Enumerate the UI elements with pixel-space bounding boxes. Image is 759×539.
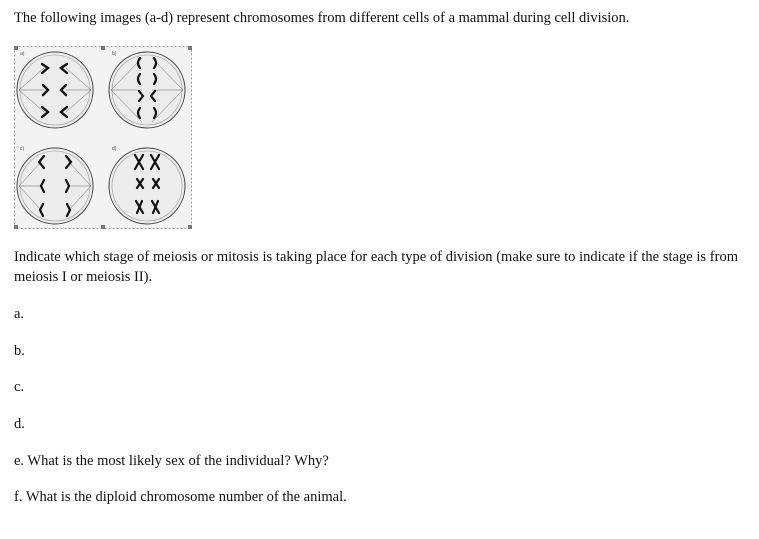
cell-d [109, 148, 185, 224]
panel-label-c: c) [20, 146, 25, 152]
panel-label-d: d) [112, 146, 117, 152]
answer-label-b: b. [14, 343, 25, 359]
instruction-text: Indicate which stage of meiosis or mitosis is taking place for each type of division (make sure to indicate if the stage is from meiosis I or meiosis II). [14, 249, 738, 285]
chromosome-figure[interactable] [14, 46, 192, 229]
panel-label-a: a) [20, 51, 25, 57]
cell-b [109, 52, 185, 128]
answer-label-a: a. [14, 306, 25, 322]
question-f: f. What is the diploid chromosome number of the animal. [14, 489, 347, 505]
question-e: e. What is the most likely sex of the individual? Why? [14, 453, 329, 469]
cell-a [17, 52, 93, 128]
answer-label-c: c. [14, 379, 25, 395]
cell-c [17, 148, 93, 224]
answer-label-d: d. [14, 416, 25, 432]
panel-label-b: b) [112, 51, 117, 57]
intro-text: The following images (a-d) represent chromosomes from different cells of a mammal during cell division. [14, 10, 630, 26]
